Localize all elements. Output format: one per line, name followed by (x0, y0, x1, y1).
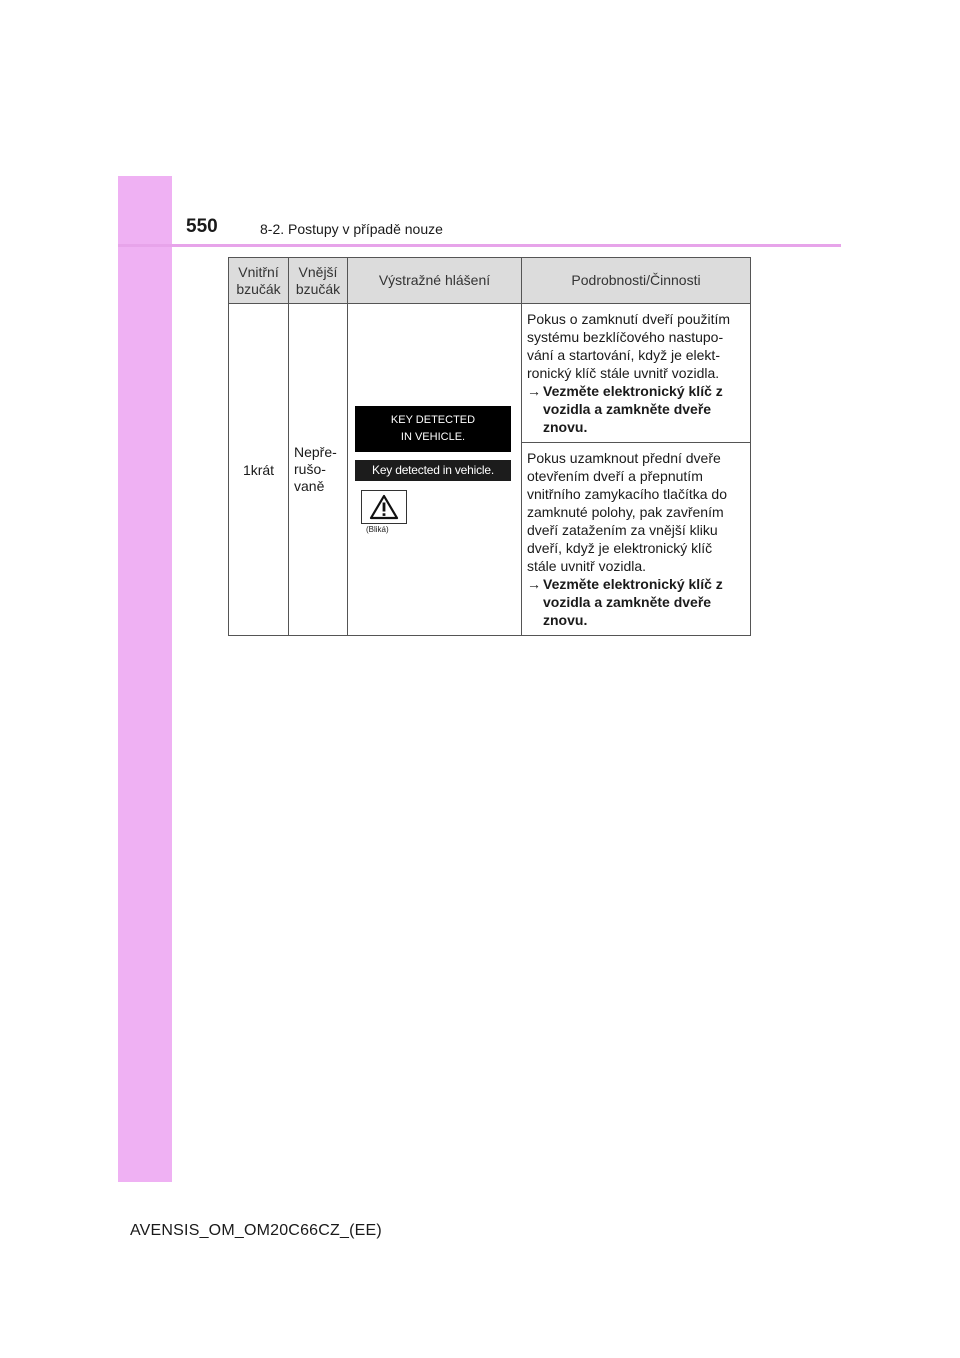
action-item: → Vezměte elektronický klíč z vozidla a zamkněte dveře znovu. (527, 576, 723, 628)
page-number: 550 (186, 216, 218, 237)
warning-triangle-icon (361, 490, 407, 524)
table-header-row (229, 258, 751, 304)
header-outer-buzzer: Vnější bzučák (289, 258, 348, 304)
header-divider (118, 244, 841, 247)
header-inner-buzzer: Vnitřní bzučák (229, 258, 289, 304)
arrow-icon: → (527, 576, 541, 592)
blinking-note: (Bliká) (366, 524, 389, 534)
inner-buzzer-cell: 1krát (229, 304, 289, 636)
display-banner-caps: KEY DETECTED IN VEHICLE. (355, 406, 511, 452)
detail-cell-2: Pokus uzamknout přední dveře otevřením dveří a přepnutím vnitřního zamykacího tlačítka do zamknuté polohy, pak zavřením dveří zatažením za vnější kliku dveří, když je elektronický klíč stále uvnitř vozidla. → Vezměte elektronický klíč z vozidla a zamkněte dveře znovu. (522, 443, 751, 636)
display-banner-mixed: Key detected in vehicle. (355, 460, 511, 481)
detail-cell-1: Pokus o zamknutí dveří použitím systému bezklíčového nastupo-vání a startování, když je elekt-ronický klíč stále uvnitř vozidla. → Vezměte elektronický klíč z vozidla a zamkněte dveře znovu. (522, 304, 751, 443)
warning-message-cell (348, 304, 522, 636)
header-warning-message: Výstražné hlášení (348, 258, 522, 304)
action-item: → Vezměte elektronický klíč z vozidla a zamkněte dveře znovu. (527, 383, 723, 435)
warning-message-table (228, 257, 751, 636)
section-side-tab (118, 176, 172, 1182)
header-details: Podrobnosti/Činnosti (522, 258, 751, 304)
document-code: AVENSIS_OM_OM20C66CZ_(EE) (130, 1222, 382, 1239)
section-title: 8-2. Postupy v případě nouze (260, 221, 443, 237)
arrow-icon: → (527, 383, 541, 399)
outer-buzzer-cell: Nepře- rušo- vaně (289, 304, 348, 636)
table-row (229, 304, 751, 443)
